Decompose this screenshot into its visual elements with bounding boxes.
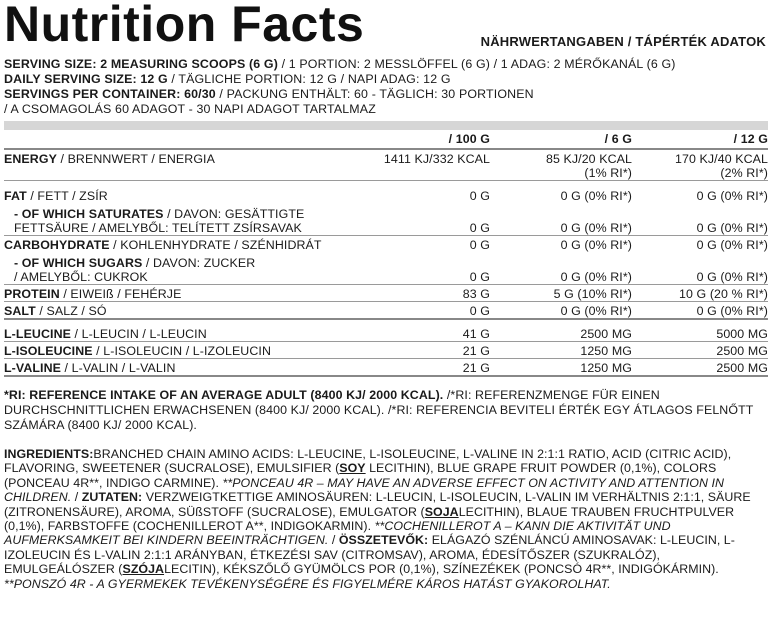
ingredients-paragraph [4,447,768,591]
label-header [4,0,768,56]
allergen-szoja: SZÓJA [122,562,165,577]
sugars-translations-line-2: / AMELYBŐL: CUKROK [14,270,148,284]
energy-label: ENERGY [4,152,57,166]
valine-translations: / L-VALIN / L-VALIN [61,361,176,375]
protein-label: PROTEIN [4,287,60,301]
energy-translations: / BRENNWERT / ENERGIA [56,152,215,166]
table-row-isoleucine [4,342,768,359]
table-row-energy [4,150,768,181]
valine-label: L-VALINE [4,361,62,375]
nutrition-label [4,0,768,591]
table-row-leucine [4,322,768,342]
fat-12g: 0 G (0% RI*) [696,189,768,203]
isoleucine-100g: 21 G [462,344,490,358]
isoleucine-translations: / L-ISOLEUCIN / L-IZOLEUCIN [92,344,271,358]
servings-per-container-line [4,87,768,102]
ingredients-en-text-1: BRANCHED CHAIN AMINO ACIDS: L-LEUCINE, L-ISOLEUCINE, L-VALINE IN 2:1:1 RATIO, ACID (CITRIC ACID), FLAVORING, SWEETENER (SUCRALOSE), EMULSIFIER ( [4,447,732,476]
leucine-100g: 41 G [462,327,490,341]
table-row-salt [4,302,768,319]
saturates-12g: 0 G (0% RI*) [696,221,768,235]
energy-12g: 170 KJ/40 KCAL [674,152,768,166]
ri-footnote [4,388,768,433]
table-row-protein [4,285,768,302]
energy-6g-ri: (1% RI*) [584,166,632,180]
servings-per-container-label: SERVINGS PER CONTAINER: 60/30 [4,87,216,101]
daily-serving-translations: / TÄGLICHE PORTION: 12 G / NAPI ADAG: 12 G [167,72,451,86]
protein-12g: 10 G (20 % RI*) [679,287,768,301]
ingredients-de-text-2: LECITHIN), BLAUE TRAUBEN FRUCHTPULVER (0,1%), FARBSTOFFE (COCHENILLEROT A**, INDIGOKARMIN). [4,504,735,534]
ingredients-en-warning: **PONCEAU 4R – MAY HAVE AN ADVERSE EFFECT ON ACTIVITY AND ATTENTION IN CHILDREN. [4,475,724,505]
ingredients-label: INGREDIENTS: [4,447,94,461]
energy-100g: 1411 KJ/332 KCAL [383,152,490,166]
valine-6g: 1250 MG [580,361,632,375]
osszetevok-label: ÖSSZETEVŐK: [338,533,429,548]
saturates-6g: 0 G (0% RI*) [560,221,632,235]
protein-translations: / EIWEIß / FEHÉRJE [59,287,182,301]
ingredients-de-text-1: VERZWEIGTKETTIGE AMINOSÄUREN: L-LEUCIN, L-ISOLEUCIN, L-VALIN IM VERHÄLTNIS 2:1:1, SÄURE (ZITRONENSÄURE), AROMA, SÜßSTOFF (SUCRALOSE), EMULGATOR ( [4,490,751,519]
column-header-12g: / 12 G [733,132,768,146]
allergen-soy: SOY [339,461,366,476]
ingredients-hu-warning: **PONSZÓ 4R - A GYERMEKEK TEVÉKENYSÉGÉRE ÉS FIGYELMÉRE KÁROS HATÁST GYAKOROLHAT. [4,576,611,591]
saturates-label: - OF WHICH SATURATES [14,207,164,221]
salt-100g: 0 G [469,304,490,318]
table-row-saturates [4,203,768,236]
saturates-translations: / DAVON: GESÄTTIGTE [163,207,305,221]
leucine-translations: / L-LEUCIN / L-LEUCIN [70,327,207,341]
ri-footnote-translations: /*RI: REFERENZMENGE FÜR EINEN DURCHSCHNITTLICHEN ERWACHSENEN (8400 KJ/ 2000 KCAL). /*RI: REFERENCIA BEVITELI ÉRTÉK EGY ÁTLAGOS FELNŐTT SZÁMÁRA (8400 KJ/ 2000 KCAL). [4,388,754,432]
leucine-6g: 2500 MG [580,327,632,341]
serving-size-translations: / 1 PORTION: 2 MESSLÖFFEL (6 G) / 1 ADAG: 2 MÉRŐKANÁL (6 G) [277,57,676,71]
isoleucine-label: L-ISOLEUCINE [4,344,93,358]
ingredients-de-separator: / [71,490,82,505]
column-header-100g: / 100 G [448,132,490,146]
protein-100g: 83 G [462,287,490,301]
saturates-100g: 0 G [469,221,490,235]
daily-serving-line [4,72,768,87]
valine-100g: 21 G [462,361,490,375]
sugars-12g: 0 G (0% RI*) [696,270,768,284]
table-row-valine [4,359,768,376]
serving-size-label: SERVING SIZE: 2 MEASURING SCOOPS (6 G) [4,57,278,71]
page-title: Nutrition Facts [4,0,365,52]
page-subtitle: NÄHRWERTANGABEN / TÁPÉRTÉK ADATOK [480,34,766,49]
servings-per-container-line-2: / A CSOMAGOLÁS 60 ADAGOT - 30 NAPI ADAGOT TARTALMAZ [4,102,376,116]
table-row-carbohydrate [4,236,768,252]
sugars-translations: / DAVON: ZUCKER [142,256,256,270]
zutaten-label: ZUTATEN: [81,490,143,505]
leucine-12g: 5000 MG [716,327,768,341]
sugars-100g: 0 G [469,270,490,284]
saturates-translations-line-2: FETTSÄURE / AMELYBŐL: TELÍTETT ZSÍRSAVAK [14,221,302,235]
serving-size-line [4,57,768,72]
energy-12g-ri: (2% RI*) [720,166,768,180]
carbohydrate-translations: / KOHLENHYDRATE / SZÉNHIDRÁT [109,238,322,252]
ingredients-hu-text-2: LECITIN), KÉKSZŐLŐ GYÜMÖLCS POR (0,1%), SZÍNEZÉKEK (PONCSÓ 4R**, INDIGÓKÁRMIN). [164,562,719,577]
carbohydrate-6g: 0 G (0% RI*) [560,238,632,252]
energy-6g: 85 KJ/20 KCAL [545,152,632,166]
salt-12g: 0 G (0% RI*) [696,304,768,318]
ri-footnote-english: *RI: REFERENCE INTAKE OF AN AVERAGE ADULT (8400 KJ/ 2000 KCAL). [4,388,444,402]
carbohydrate-100g: 0 G [469,238,490,252]
ingredients-en-text-2: LECITHIN), BLUE GRAPE FRUIT POWDER (0,1%), COLORS (PONCEAU 4R**, INDIGO CARMINE). [4,461,717,490]
salt-label: SALT [4,304,36,318]
servings-per-container-translations: / PACKUNG ENTHÄLT: 60 - TÄGLICH: 30 PORTIONEN [215,87,534,101]
protein-6g: 5 G (10% RI*) [553,287,632,301]
thick-divider [4,121,768,130]
table-header-row [4,130,768,149]
column-header-6g: / 6 G [604,132,632,146]
valine-12g: 2500 MG [716,361,768,375]
leucine-label: L-LEUCINE [4,327,71,341]
ingredients-hu-text-1: ELÁGAZÓ SZÉNLÁNCÚ AMINOSAVAK: L-LEUCIN, L-IZOLEUCIN ÉS L-VALIN 2:1:1 ARÁNYBAN, ÉTKEZÉSI SAV (CITROMSAV), AROMA, ÉDESÍTŐSZER (SZUKRALÓZ), EMULGEÁLÓSZER ( [4,533,735,577]
sugars-label: - OF WHICH SUGARS [14,256,143,270]
daily-serving-label: DAILY SERVING SIZE: 12 G [4,72,168,86]
carbohydrate-12g: 0 G (0% RI*) [696,238,768,252]
fat-translations: / FETT / ZSÍR [26,189,108,203]
sugars-6g: 0 G (0% RI*) [560,270,632,284]
isoleucine-6g: 1250 MG [580,344,632,358]
ingredients-hu-separator: / [328,533,339,548]
salt-translations: / SALZ / SÓ [35,304,107,318]
allergen-soja: SOJA [424,504,459,519]
nutrition-table [4,130,768,379]
carbohydrate-label: CARBOHYDRATE [4,238,110,252]
serving-info [4,57,768,117]
table-row-sugars [4,252,768,285]
fat-6g: 0 G (0% RI*) [560,189,632,203]
table-row-fat [4,184,768,203]
salt-6g: 0 G (0% RI*) [560,304,632,318]
isoleucine-12g: 2500 MG [716,344,768,358]
fat-label: FAT [4,189,27,203]
fat-100g: 0 G [469,189,490,203]
ingredients-de-warning: **COCHENILLEROT A – KANN DIE AKTIVITÄT UND AUFMERKSAMKEIT BEI KINDERN BEEINTRÄCHTIGEN. [4,519,671,548]
